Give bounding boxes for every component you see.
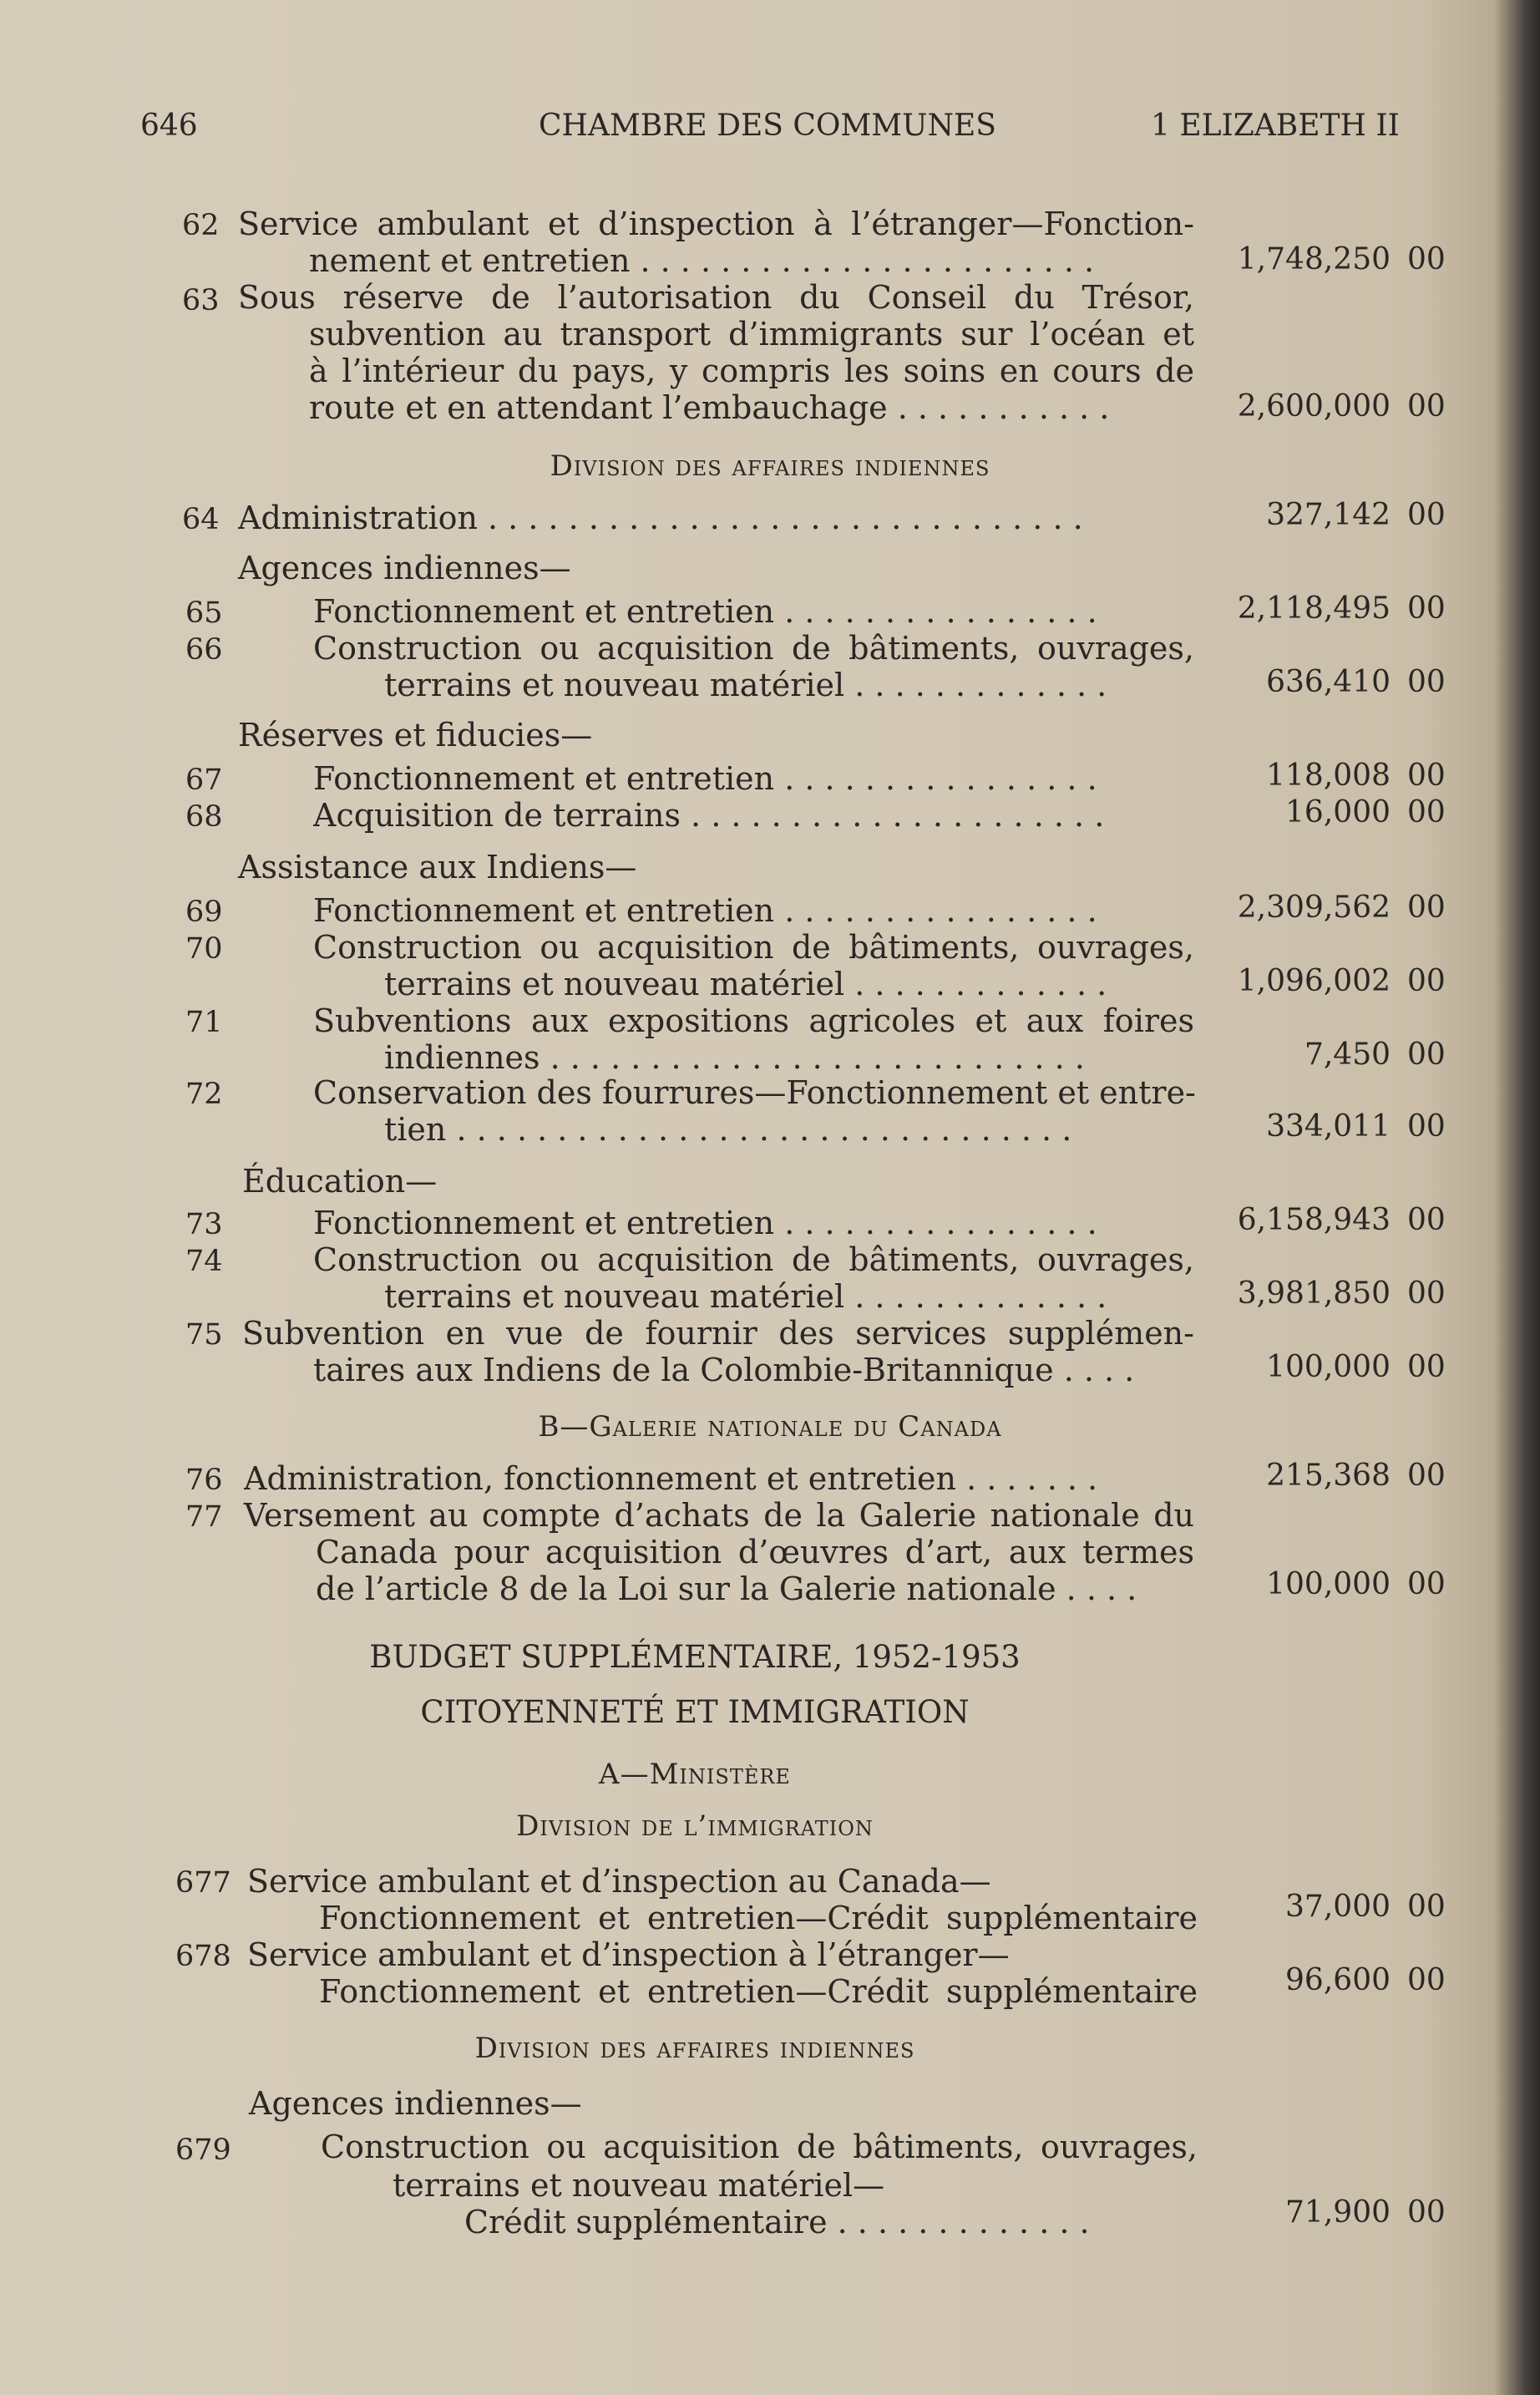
ministry-title: CITOYENNETÉ ET IMMIGRATION — [420, 1694, 970, 1730]
item-cents: 00 — [1407, 389, 1446, 424]
item-cents: 00 — [1407, 498, 1446, 532]
item-number: 74 — [185, 1245, 223, 1278]
item-amount: 96,600 — [1285, 1963, 1391, 1997]
item-text: Construction ou acquisition de bâtiments, ouvrages, — [321, 2129, 1198, 2165]
item-number: 70 — [185, 932, 223, 966]
item-number: 62 — [182, 209, 220, 242]
item-text: Acquisition de terrains . . . . . . . . . . . . . . . . . . . . . — [313, 797, 1105, 834]
item-text: Fonctionnement et entretien . . . . . . . . . . . . . . . . — [313, 892, 1097, 929]
item-amount: 2,309,562 — [1237, 891, 1391, 925]
item-number: 678 — [175, 1940, 231, 1973]
item-text: Service ambulant et d’inspection au Canada— — [247, 1863, 991, 1900]
item-text: Service ambulant et d’inspection à l’étranger—Fonction- — [238, 206, 1194, 242]
item-text: Subvention en vue de fournir des services supplémen- — [242, 1315, 1194, 1352]
item-text: terrains et nouveau matériel . . . . . . . . . . . . . — [384, 966, 1107, 1002]
item-number: 75 — [185, 1318, 223, 1352]
item-text: Subventions aux expositions agricoles et aux foires — [313, 1002, 1194, 1039]
item-cents: 00 — [1407, 759, 1446, 793]
item-number: 65 — [185, 596, 223, 630]
item-text: Fonctionnement et entretien—Crédit supplémentaire — [319, 1900, 1198, 1936]
item-amount: 37,000 — [1285, 1890, 1391, 1924]
item-text: Crédit supplémentaire . . . . . . . . . . . . . — [464, 2204, 1090, 2240]
item-text: Fonctionnement et entretien . . . . . . . . . . . . . . . . — [313, 1205, 1097, 1241]
item-text: à l’intérieur du pays, y compris les soins en cours de — [309, 353, 1194, 389]
item-text: Construction ou acquisition de bâtiments, ouvrages, — [313, 1241, 1194, 1278]
item-text: Construction ou acquisition de bâtiments, ouvrages, — [313, 929, 1194, 966]
item-text: nement et entretien . . . . . . . . . . . . . . . . . . . . . . . — [309, 242, 1095, 279]
item-text: Sous réserve de l’autorisation du Conseil du Trésor, — [238, 279, 1194, 316]
item-amount: 100,000 — [1266, 1350, 1391, 1384]
item-text: Conservation des fourrures—Fonctionnement et entre- — [313, 1074, 1196, 1111]
section-heading: Division des affaires indiennes — [550, 449, 990, 483]
subsection-heading: Agences indiennes— — [249, 2085, 582, 2122]
item-amount: 7,450 — [1304, 1038, 1391, 1072]
page-header-title: CHAMBRE DES COMMUNES — [539, 109, 996, 143]
item-number: 679 — [175, 2134, 231, 2167]
subsection-heading: Éducation— — [242, 1163, 438, 1200]
section-heading: Division des affaires indiennes — [474, 2032, 915, 2065]
item-amount: 215,368 — [1266, 1459, 1391, 1493]
item-text: terrains et nouveau matériel . . . . . . . . . . . . . — [384, 1278, 1107, 1315]
item-cents: 00 — [1407, 891, 1446, 925]
item-amount: 71,900 — [1285, 2195, 1391, 2230]
item-amount: 6,158,943 — [1237, 1203, 1391, 1237]
item-text: Construction ou acquisition de bâtiments, ouvrages, — [313, 630, 1194, 667]
item-text: Fonctionnement et entretien—Crédit supplémentaire — [319, 1973, 1198, 2010]
section-heading: Division de l’immigration — [516, 1809, 874, 1843]
item-amount: 16,000 — [1285, 795, 1391, 830]
item-cents: 00 — [1407, 1350, 1446, 1384]
page-header-session: 1 ELIZABETH II — [1151, 109, 1400, 143]
item-number: 64 — [182, 503, 220, 536]
item-cents: 00 — [1407, 1890, 1446, 1924]
item-cents: 00 — [1407, 1963, 1446, 1997]
item-text: de l’article 8 de la Loi sur la Galerie nationale . . . . — [316, 1570, 1137, 1607]
item-cents: 00 — [1407, 665, 1446, 699]
item-text: Administration . . . . . . . . . . . . . . . . . . . . . . . . . . . . . . — [238, 500, 1083, 536]
item-number: 71 — [185, 1006, 223, 1039]
item-cents: 00 — [1407, 242, 1446, 277]
item-number: 72 — [185, 1078, 223, 1111]
item-number: 76 — [185, 1464, 223, 1497]
item-text: tien . . . . . . . . . . . . . . . . . . . . . . . . . . . . . . . — [384, 1111, 1072, 1148]
item-cents: 00 — [1407, 1459, 1446, 1493]
item-cents: 00 — [1407, 1567, 1446, 1601]
item-amount: 1,748,250 — [1237, 242, 1391, 277]
item-text: indiennes . . . . . . . . . . . . . . . . . . . . . . . . . . . — [384, 1039, 1085, 1076]
item-cents: 00 — [1407, 2195, 1446, 2230]
item-cents: 00 — [1407, 1109, 1446, 1144]
subsection-heading: Agences indiennes— — [238, 550, 571, 586]
item-number: 66 — [185, 633, 223, 667]
item-text: route et en attendant l’embauchage . . . . . . . . . . . — [309, 389, 1110, 426]
item-amount: 100,000 — [1266, 1567, 1391, 1601]
item-amount: 2,600,000 — [1237, 389, 1391, 424]
item-text: terrains et nouveau matériel . . . . . . . . . . . . . — [384, 667, 1107, 703]
item-cents: 00 — [1407, 1038, 1446, 1072]
item-amount: 636,410 — [1266, 665, 1391, 699]
item-amount: 3,981,850 — [1237, 1276, 1391, 1311]
item-text: Fonctionnement et entretien . . . . . . . . . . . . . . . . — [313, 593, 1097, 630]
item-text: terrains et nouveau matériel— — [393, 2167, 885, 2204]
budget-title: BUDGET SUPPLÉMENTAIRE, 1952-1953 — [369, 1639, 1021, 1675]
item-number: 77 — [185, 1500, 223, 1534]
item-text: Administration, fonctionnement et entretien . . . . . . . — [244, 1460, 1098, 1497]
item-text: subvention au transport d’immigrants sur l’océan et — [309, 316, 1194, 353]
section-heading: A—Ministère — [599, 1758, 791, 1791]
item-text: taires aux Indiens de la Colombie-Britannique . . . . — [313, 1352, 1135, 1388]
item-amount: 327,142 — [1266, 498, 1391, 532]
subsection-heading: Réserves et fiducies— — [238, 717, 593, 754]
item-amount: 2,118,495 — [1237, 591, 1391, 626]
item-cents: 00 — [1407, 1276, 1446, 1311]
item-number: 67 — [185, 764, 223, 797]
item-cents: 00 — [1407, 591, 1446, 626]
item-cents: 00 — [1407, 795, 1446, 830]
item-cents: 00 — [1407, 964, 1446, 998]
item-text: Canada pour acquisition d’œuvres d’art, aux termes — [316, 1534, 1194, 1570]
item-number: 68 — [185, 800, 223, 834]
item-number: 73 — [185, 1208, 223, 1241]
item-number: 63 — [182, 284, 220, 317]
item-amount: 1,096,002 — [1237, 964, 1391, 998]
item-text: Service ambulant et d’inspection à l’étranger— — [247, 1936, 1010, 1973]
item-cents: 00 — [1407, 1203, 1446, 1237]
item-amount: 334,011 — [1266, 1109, 1391, 1144]
item-number: 69 — [185, 896, 223, 929]
item-amount: 118,008 — [1266, 759, 1391, 793]
item-text: Fonctionnement et entretien . . . . . . . . . . . . . . . . — [313, 760, 1097, 797]
item-number: 677 — [175, 1866, 231, 1900]
item-text: Versement au compte d’achats de la Galerie nationale du — [244, 1497, 1194, 1534]
section-heading: B—Galerie nationale du Canada — [538, 1410, 1002, 1444]
page-number: 646 — [140, 109, 198, 143]
subsection-heading: Assistance aux Indiens— — [238, 849, 637, 885]
